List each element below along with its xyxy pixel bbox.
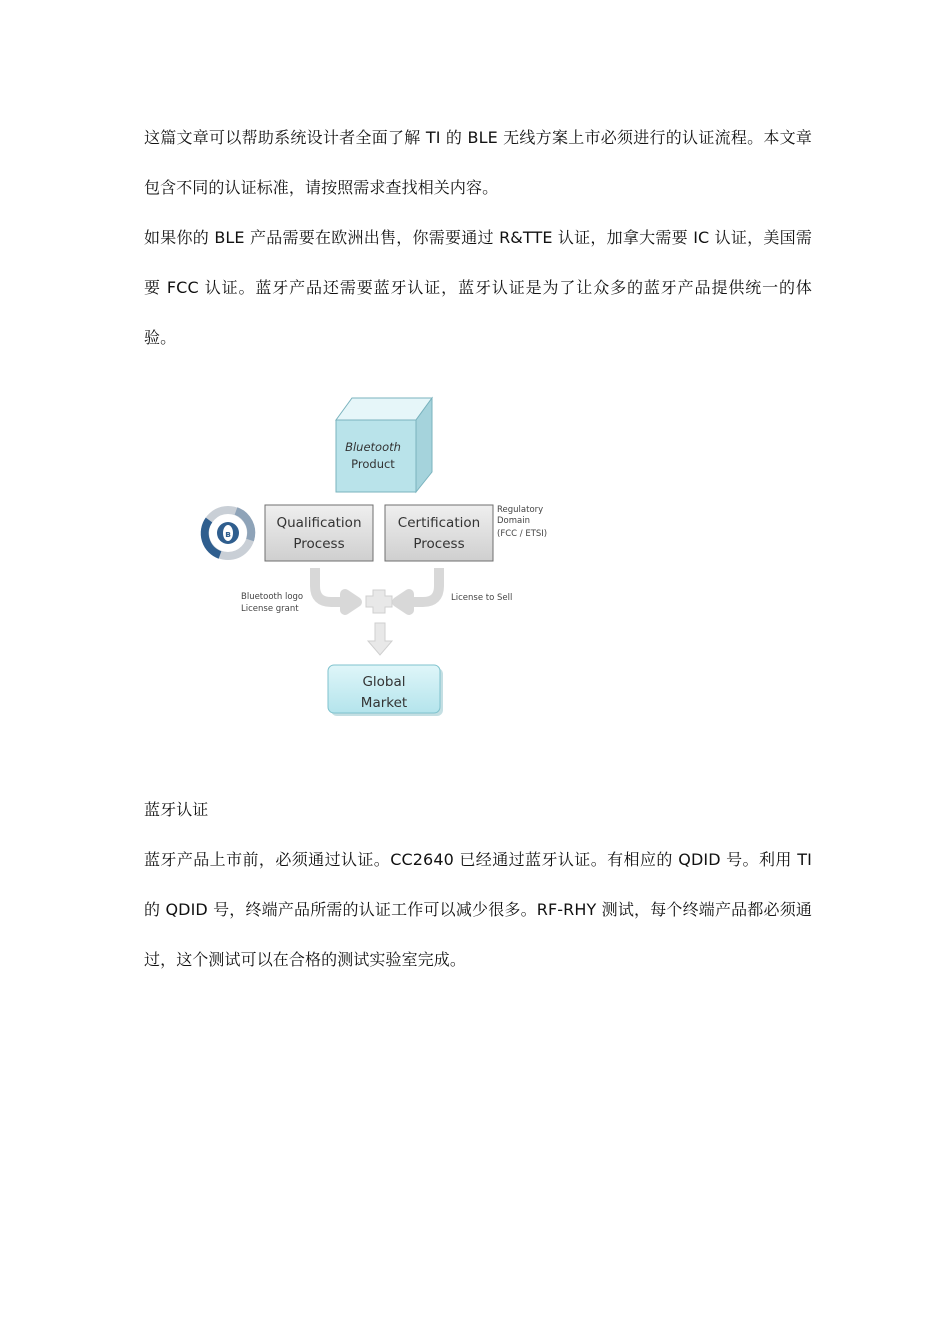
- svg-text:(FCC / ETSI): (FCC / ETSI): [497, 529, 548, 539]
- plus-icon: [366, 590, 392, 613]
- global-market-box: [328, 665, 443, 716]
- intro-paragraph: 这篇文章可以帮助系统设计者全面了解 TI 的 BLE 无线方案上市必须进行的认证流程。本文章包含不同的认证标准，请按照需求查找相关内容。: [144, 128, 812, 197]
- svg-text:Domain: Domain: [497, 516, 530, 526]
- certification-label-line2: Process: [413, 536, 465, 552]
- qualification-process-box: [265, 505, 373, 561]
- market-label-line1: Global: [362, 674, 406, 690]
- product-label-line2: Product: [351, 457, 395, 471]
- qualification-label-line1: Qualification: [276, 515, 362, 531]
- section-body-paragraph: 蓝牙产品上市前，必须通过认证。CC2640 已经通过蓝牙认证。有相应的 QDID 号。利用 TI 的 QDID 号，终端产品所需的认证工作可以减少很多。RF-RHY 测试，每个终端产品都必须通过，这个测试可以在合格的测试实验室完成。: [144, 850, 812, 969]
- bluetooth-cycle-icon: [205, 510, 251, 556]
- svg-text:Bluetooth logo: Bluetooth logo: [241, 592, 304, 602]
- right-curved-arrow: [397, 568, 439, 610]
- logo-license-note: [241, 592, 303, 614]
- down-arrow: [368, 623, 392, 655]
- certification-flow-diagram: [195, 390, 555, 720]
- certification-process-box: [385, 505, 493, 561]
- qualification-label-line2: Process: [293, 536, 345, 552]
- svg-text:ʙ: ʙ: [225, 530, 231, 540]
- bluetooth-product-box: [336, 398, 432, 492]
- section-heading: 蓝牙认证: [144, 800, 209, 819]
- certification-label-line1: Certification: [397, 515, 481, 531]
- product-label-line1: Bluetooth: [345, 440, 401, 454]
- regulations-paragraph: 如果你的 BLE 产品需要在欧洲出售，你需要通过 R&TTE 认证，加拿大需要 IC 认证，美国需要 FCC 认证。蓝牙产品还需要蓝牙认证，蓝牙认证是为了让众多的蓝牙产品提供统一的体验。: [144, 228, 812, 347]
- regulatory-domain-note: [497, 505, 547, 539]
- license-to-sell-note: License to Sell: [451, 593, 513, 603]
- market-label-line2: Market: [360, 695, 408, 711]
- svg-text:Regulatory: Regulatory: [497, 505, 544, 515]
- left-curved-arrow: [315, 568, 357, 610]
- svg-text:License grant: License grant: [241, 604, 299, 614]
